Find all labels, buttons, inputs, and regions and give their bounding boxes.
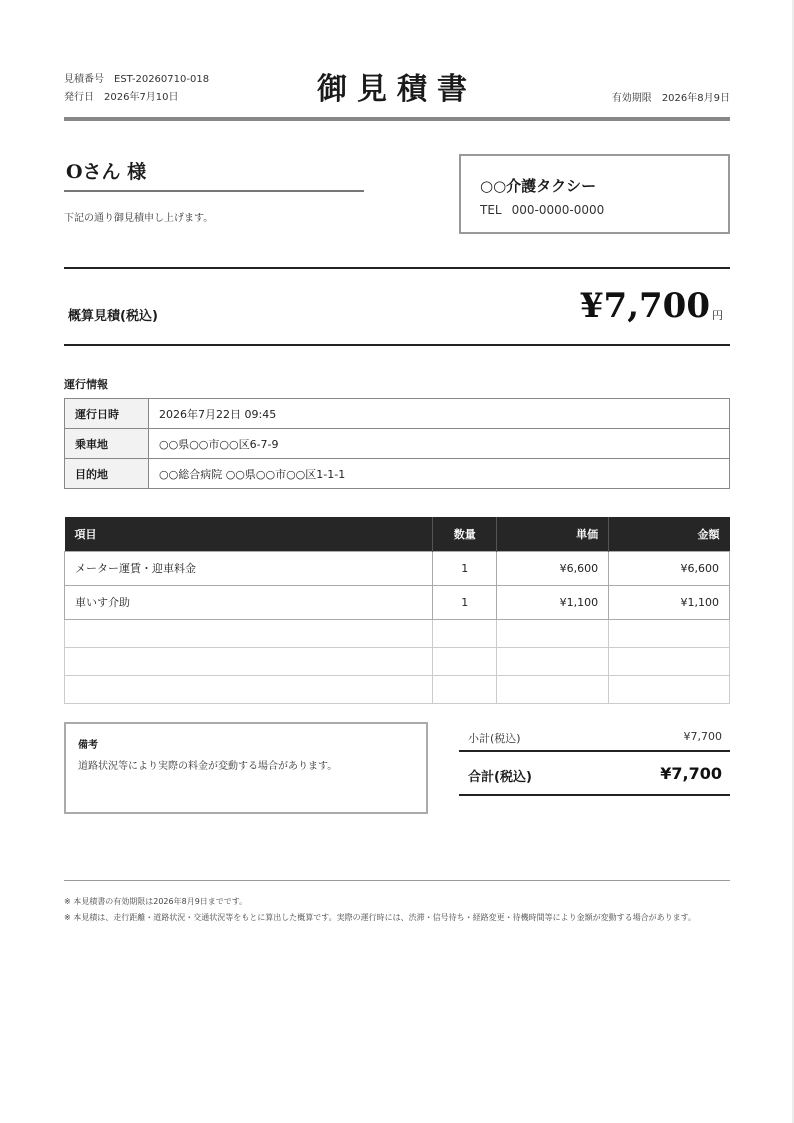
header-amount: 金額	[609, 517, 730, 551]
trip-info-title: 運行情報	[64, 378, 108, 391]
grand-total-value: ¥7,700	[660, 764, 722, 783]
phone-label: TEL	[480, 203, 502, 217]
item-name: メーター運賃・迎車料金	[65, 551, 433, 585]
line-items-table	[64, 517, 730, 704]
items-header-row	[65, 517, 730, 551]
trip-pickup-label: 乗車地	[65, 429, 149, 459]
footnote-disclaimer: ※ 本見積は、走行距離・道路状況・交通状況等をもとに算出した概算です。実際の運行時には、渋滞・信号待ち・経路変更・待機時間等により金額が変動する場合があります。	[64, 913, 696, 922]
table-row	[65, 551, 730, 585]
subtotal-value: ¥7,700	[683, 730, 722, 743]
trip-datetime-value: 2026年7月22日 09:45	[149, 399, 730, 429]
item-unit-price: ¥6,600	[497, 551, 609, 585]
currency-unit: 円	[712, 309, 723, 322]
estimate-number-label: 見積番号	[64, 74, 104, 85]
trip-destination-value: ○○総合病院 ○○県○○市○○区1-1-1	[149, 459, 730, 489]
notes-box	[64, 722, 428, 814]
notes-text: 道路状況等により実際の料金が変動する場合があります。	[78, 761, 338, 772]
item-quantity: 1	[433, 585, 497, 619]
phone-number: 000-0000-0000	[511, 203, 605, 217]
valid-until-row	[612, 89, 730, 104]
total-bottom-rule	[459, 794, 730, 796]
trip-destination-label: 目的地	[65, 459, 149, 489]
item-amount: ¥1,100	[609, 585, 730, 619]
company-name: ○○介護タクシー	[480, 177, 597, 195]
company-phone	[480, 203, 604, 217]
trip-row-destination	[65, 459, 730, 489]
item-amount: ¥6,600	[609, 551, 730, 585]
estimate-total-label: 概算見積(税込)	[68, 309, 158, 324]
item-quantity: 1	[433, 551, 497, 585]
empty-row	[65, 619, 730, 647]
estimate-total-amount: ¥7,700	[579, 286, 710, 326]
empty-row	[65, 647, 730, 675]
trip-pickup-value: ○○県○○市○○区6-7-9	[149, 429, 730, 459]
issue-date-label: 発行日	[64, 92, 94, 103]
total-top-rule	[459, 750, 730, 752]
empty-row	[65, 675, 730, 703]
subtotal-label: 小計(税込)	[468, 732, 521, 745]
notes-title: 備考	[78, 740, 98, 751]
grand-total-label: 合計(税込)	[468, 770, 532, 785]
intro-text: 下記の通り御見積申し上げます。	[64, 213, 214, 224]
estimate-number: EST-20260710-018	[114, 74, 210, 85]
header-quantity: 数量	[433, 517, 497, 551]
trip-row-pickup	[65, 429, 730, 459]
table-row	[65, 585, 730, 619]
header-unit-price: 単価	[497, 517, 609, 551]
trip-info-table	[64, 398, 730, 489]
item-name: 車いす介助	[65, 585, 433, 619]
customer-underline	[64, 190, 364, 192]
item-unit-price: ¥1,100	[497, 585, 609, 619]
document-title: 御見積書	[317, 72, 477, 107]
company-box	[459, 154, 730, 234]
header-item: 項目	[65, 517, 433, 551]
trip-row-datetime	[65, 399, 730, 429]
footnote-validity: ※ 本見積書の有効期限は2026年8月9日までです。	[64, 897, 248, 906]
trip-datetime-label: 運行日時	[65, 399, 149, 429]
footer-divider	[64, 880, 730, 881]
valid-until-label: 有効期限	[611, 93, 652, 104]
header-divider	[64, 117, 730, 121]
customer-name: Oさん 様	[66, 161, 147, 183]
issue-date: 2026年7月10日	[104, 92, 179, 103]
total-band-top-rule	[64, 267, 730, 269]
valid-until-date: 2026年8月9日	[661, 93, 730, 104]
total-band-bottom-rule	[64, 344, 730, 346]
